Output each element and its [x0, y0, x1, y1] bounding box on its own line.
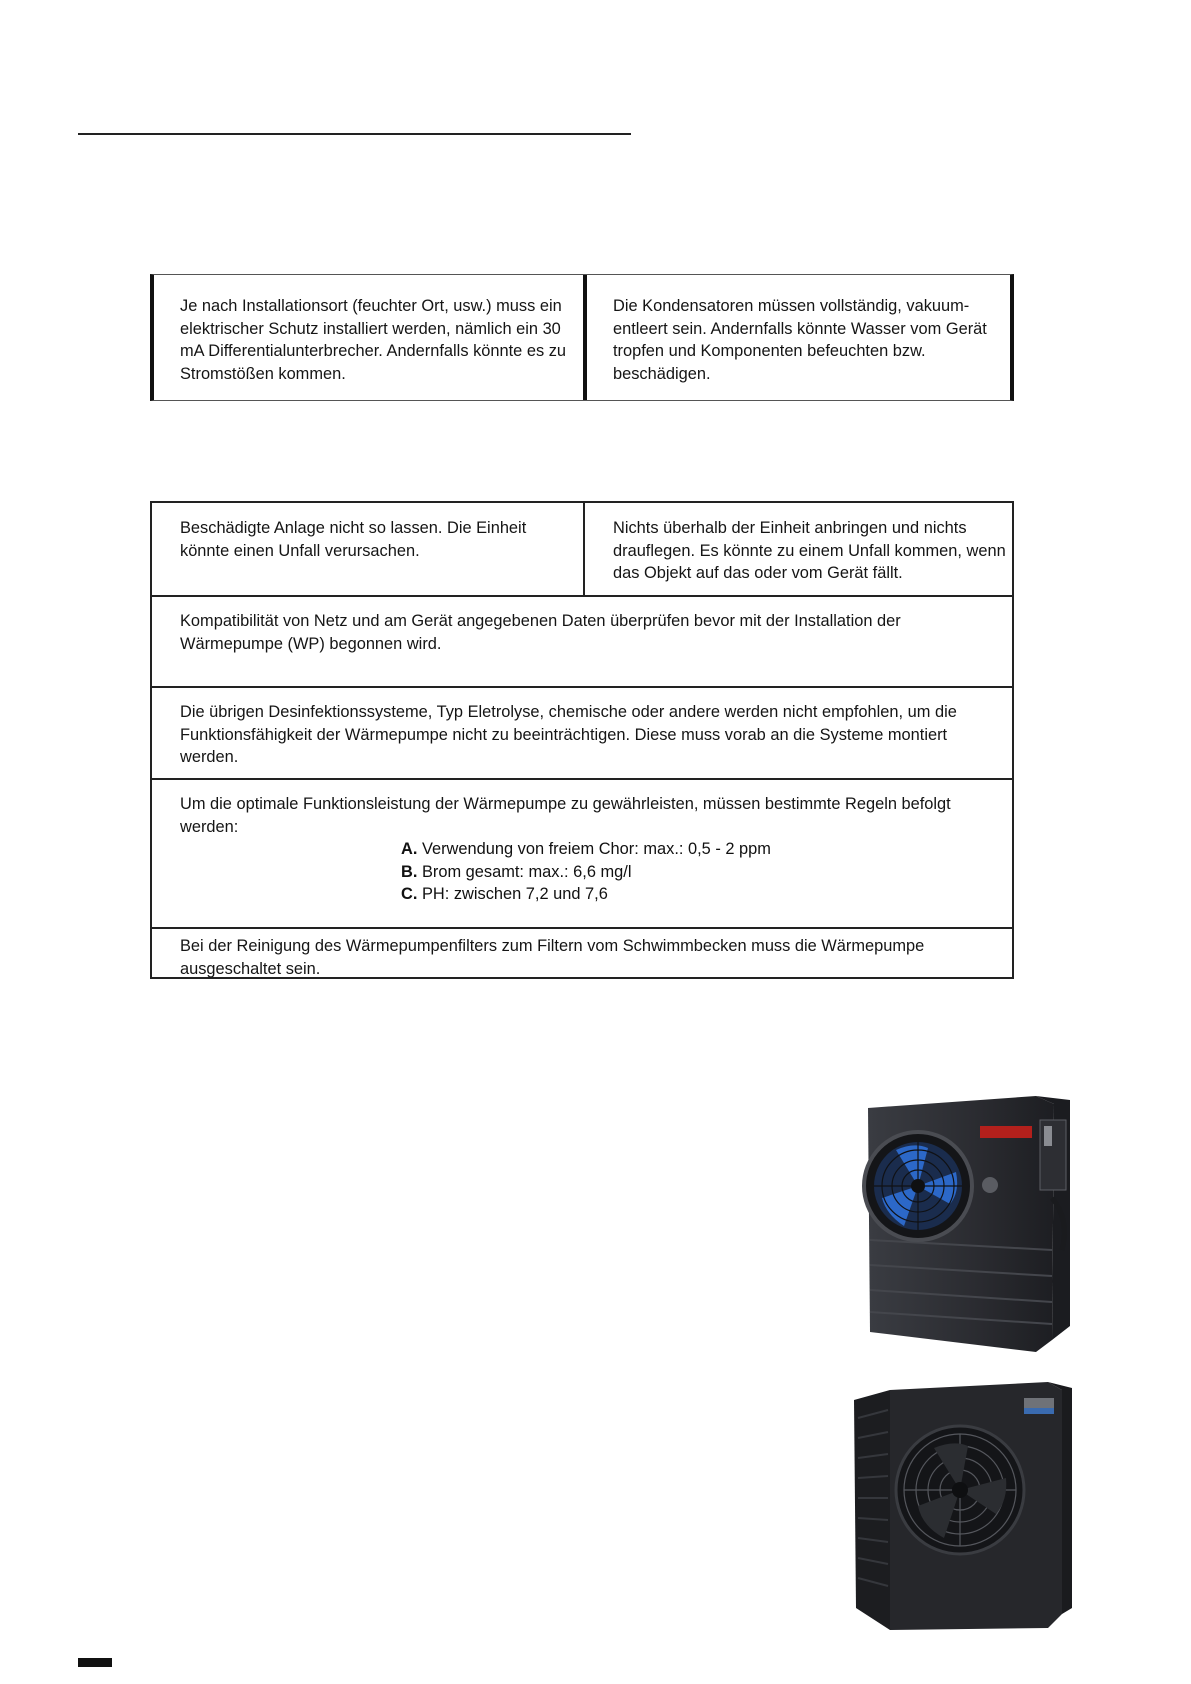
heat-pump-photo-1: [856, 1090, 1080, 1358]
warning-cell-electrical-protection: [154, 275, 587, 400]
page-marker: [78, 1658, 112, 1667]
warning-text: Um die optimale Funktionsleistung der Wärmepumpe zu gewährleisten, müssen bestimmte Regeln befolgt werden:: [180, 795, 951, 836]
list-item: C. PH: zwischen 7,2 und 7,6: [401, 885, 608, 903]
warning-text: Beschädigte Anlage nicht so lassen. Die Einheit könnte einen Unfall verursachen.: [180, 519, 527, 560]
warning-text: Bei der Reinigung des Wärmepumpenfilters zum Filtern vom Schwimmbecken muss die Wärmepumpe ausgeschaltet sein.: [180, 937, 925, 978]
warning-table-main: [150, 501, 1014, 979]
warning-table-top: [150, 274, 1014, 401]
warning-text: Je nach Installationsort (feuchter Ort, usw.) muss ein elektrischer Schutz installiert werden, nämlich ein 30 mA Differentialunterbrecher. Andernfalls könnte es zu Stromstößen kommen.: [180, 297, 567, 383]
warning-cell-condenser: [587, 275, 1010, 400]
table-row: [152, 688, 1012, 780]
table-row: [152, 780, 1012, 929]
warning-cell-damaged-unit: [152, 503, 585, 595]
warning-text: Die übrigen Desinfektionssysteme, Typ Eletrolyse, chemische oder andere werden nicht empfohlen, um die Funktionsfähigkeit der Wärmepumpe nicht zu beeinträchtigen. Diese muss vorab an die Systeme montiert werden.: [180, 703, 957, 766]
header-rule: [78, 133, 631, 135]
table-row: [152, 503, 1012, 597]
table-row: [152, 929, 1012, 979]
list-item: A. Verwendung von freiem Chor: max.: 0,5 - 2 ppm: [401, 840, 771, 858]
heat-pump-photo-2: [848, 1378, 1078, 1636]
list-item: B. Brom gesamt: max.: 6,6 mg/l: [401, 862, 632, 881]
table-row: [152, 597, 1012, 688]
warning-text: Die Kondensatoren müssen vollständig, vakuum-entleert sein. Andernfalls könnte Wasser vom Gerät tropfen und Komponenten befeuchten bzw. beschädigen.: [613, 297, 987, 383]
warning-text: Nichts überhalb der Einheit anbringen und nichts drauflegen. Es könnte zu einem Unfall kommen, wenn das Objekt auf das oder vom Gerät fällt.: [613, 519, 1006, 582]
water-rules-list: [401, 838, 771, 906]
warning-text: Kompatibilität von Netz und am Gerät angegebenen Daten überprüfen bevor mit der Installation der Wärmepumpe (WP) begonnen wird.: [180, 612, 901, 653]
warning-cell-nothing-on-top: [585, 503, 1012, 595]
